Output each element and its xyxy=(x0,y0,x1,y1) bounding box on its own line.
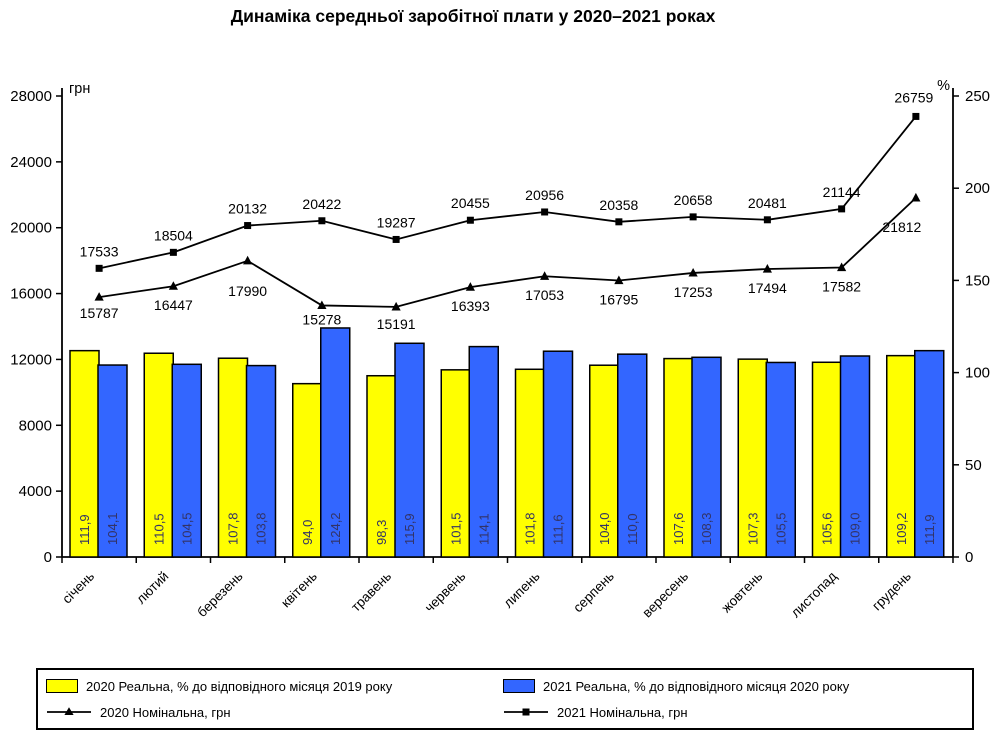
bar-value-label: 111,9 xyxy=(77,514,92,545)
chart-title: Динаміка середньої заробітної плати у 2020–2021 роках xyxy=(230,6,716,26)
legend-swatch-2020-real xyxy=(46,679,78,693)
line-point-label: 21144 xyxy=(822,183,861,200)
bar-value-label: 101,8 xyxy=(522,512,538,545)
x-category-label: серпень xyxy=(570,568,617,616)
x-category-label: листопад xyxy=(787,568,840,621)
y-left-tick-label: 20000 xyxy=(10,219,52,237)
y-right-unit-label: % xyxy=(937,78,950,94)
square-marker xyxy=(838,205,845,212)
line-point-label: 19287 xyxy=(376,214,416,231)
line-point-label: 15787 xyxy=(79,305,119,322)
bar-value-label: 109,2 xyxy=(893,512,909,545)
square-marker xyxy=(170,249,177,256)
line-point-label: 20956 xyxy=(525,186,565,203)
line-point-label: 20481 xyxy=(747,194,787,211)
bar-value-label: 108,3 xyxy=(699,512,714,545)
bar-value-label: 105,5 xyxy=(773,512,789,545)
bar-value-label: 103,8 xyxy=(253,512,269,545)
legend-line-triangle-icon xyxy=(46,706,92,718)
legend-label-2021-nominal: 2021 Номінальна, грн xyxy=(557,704,688,720)
bar-value-label: 104,1 xyxy=(105,512,120,545)
y-left-unit-label: грн xyxy=(69,81,91,97)
line-point-label: 16795 xyxy=(599,291,639,308)
square-marker xyxy=(764,216,771,223)
bar-value-label: 101,5 xyxy=(448,512,464,545)
square-marker xyxy=(467,217,474,224)
bar-value-label: 109,0 xyxy=(847,512,863,545)
line-point-label: 17494 xyxy=(747,279,787,296)
x-category-label: грудень xyxy=(869,568,914,614)
bar-value-label: 105,6 xyxy=(819,512,835,545)
line-point-label: 20132 xyxy=(228,200,268,217)
line-point-label: 20455 xyxy=(450,195,490,212)
line-point-label: 20658 xyxy=(673,191,713,208)
y-left-tick-label: 24000 xyxy=(10,153,52,171)
line-point-label: 15278 xyxy=(302,311,342,328)
legend-label-2020-nominal: 2020 Номінальна, грн xyxy=(100,704,231,720)
y-left-tick-label: 0 xyxy=(43,549,52,566)
line-point-label: 21812 xyxy=(882,218,922,235)
square-marker xyxy=(393,236,400,243)
x-category-label: жовтень xyxy=(718,568,766,616)
legend-swatch-2021-real xyxy=(503,679,535,693)
line-point-label: 26759 xyxy=(894,89,934,106)
square-marker xyxy=(96,265,103,272)
bar-value-label: 110,0 xyxy=(624,513,640,545)
x-category-label: липень xyxy=(500,568,543,611)
bar-value-label: 104,0 xyxy=(596,512,612,545)
square-marker xyxy=(541,208,548,215)
bar-value-label: 111,6 xyxy=(550,514,566,545)
x-category-label: лютий xyxy=(133,568,172,607)
bar-value-label: 104,5 xyxy=(179,512,195,545)
square-marker xyxy=(318,217,325,224)
square-marker xyxy=(244,222,251,229)
legend-item-2020-real xyxy=(46,679,503,694)
triangle-marker xyxy=(911,193,920,202)
bar-value-label: 115,9 xyxy=(402,513,417,545)
line-point-label: 17253 xyxy=(673,283,713,300)
y-left-tick-label: 8000 xyxy=(18,417,52,435)
line-point-label: 16393 xyxy=(450,298,490,315)
y-left-tick-label: 28000 xyxy=(10,88,52,105)
bar-value-label: 114,1 xyxy=(476,513,492,545)
line-2020-nominal xyxy=(99,195,916,307)
triangle-marker xyxy=(243,256,252,265)
legend-item-2020-nominal xyxy=(46,705,503,720)
line-point-label: 20422 xyxy=(302,195,342,212)
x-category-label: травень xyxy=(348,568,395,615)
x-category-label: січень xyxy=(59,568,98,607)
x-category-label: квітень xyxy=(278,568,320,611)
y-right-tick-label: 100 xyxy=(965,364,991,382)
line-point-label: 20358 xyxy=(599,196,639,213)
line-point-label: 15191 xyxy=(376,315,416,332)
bar-value-label: 124,2 xyxy=(327,512,343,545)
legend-label-2020-real: 2020 Реальна, % до відповідного місяця 2019 року xyxy=(86,678,393,694)
x-category-label: червень xyxy=(421,568,469,616)
line-point-label: 16447 xyxy=(153,297,193,314)
bar-value-label: 98,3 xyxy=(374,519,389,545)
y-left-tick-label: 4000 xyxy=(18,483,52,501)
line-point-label: 17533 xyxy=(79,243,119,260)
y-right-tick-label: 200 xyxy=(965,180,991,198)
y-right-tick-label: 50 xyxy=(965,456,982,474)
y-right-tick-label: 150 xyxy=(965,272,991,290)
legend-label-2021-real: 2021 Реальна, % до відповідного місяця 2020 року xyxy=(543,678,850,694)
legend-line-square-icon xyxy=(503,706,549,718)
y-left-tick-label: 12000 xyxy=(10,351,52,369)
bar-value-label: 107,6 xyxy=(671,512,686,545)
legend-item-2021-real xyxy=(503,679,970,694)
bar-value-label: 107,8 xyxy=(225,512,241,545)
line-point-label: 17582 xyxy=(822,278,862,295)
x-category-label: березень xyxy=(194,568,246,621)
bar-value-label: 111,9 xyxy=(921,514,937,545)
legend-item-2021-nominal xyxy=(503,705,970,720)
bar-value-label: 107,3 xyxy=(745,512,761,545)
line-point-label: 17990 xyxy=(228,282,268,299)
line-2021-nominal xyxy=(99,116,916,268)
square-marker xyxy=(615,218,622,225)
bar-value-label: 94,0 xyxy=(299,519,315,545)
square-marker xyxy=(690,213,697,220)
bar-value-label: 110,5 xyxy=(151,513,167,545)
chart-legend xyxy=(36,668,974,730)
line-point-label: 17053 xyxy=(525,287,565,304)
line-point-label: 18504 xyxy=(153,227,193,244)
y-right-tick-label: 0 xyxy=(965,549,974,566)
x-category-label: вересень xyxy=(639,568,692,621)
y-right-tick-label: 250 xyxy=(965,88,991,105)
y-left-tick-label: 16000 xyxy=(10,285,52,303)
square-marker xyxy=(912,113,919,120)
